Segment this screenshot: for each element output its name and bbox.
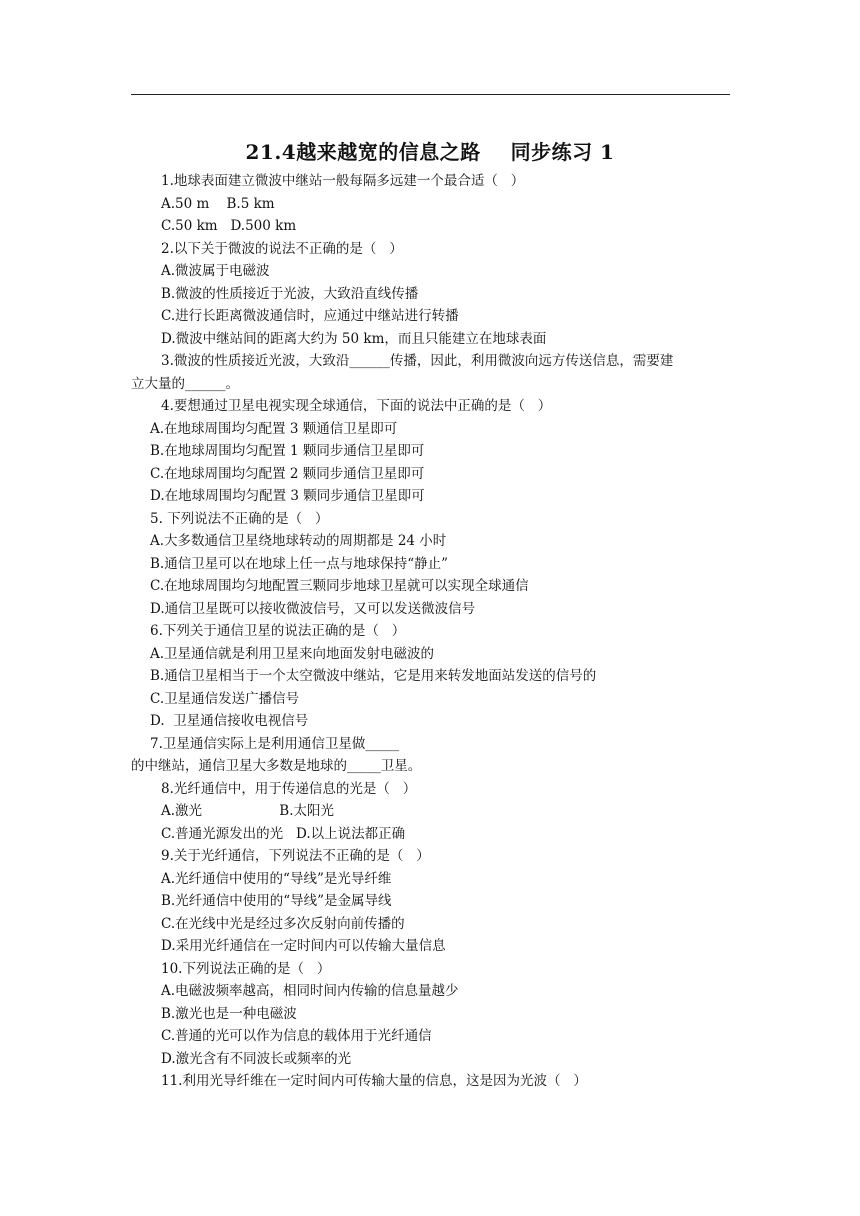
question-9-option-c: C.在光线中光是经过多次反射向前传播的 <box>161 915 405 932</box>
question-5-option-c: C.在地球周围均匀地配置三颗同步地球卫星就可以实现全球通信 <box>150 578 529 594</box>
question-11: 11.利用光导纤维在一定时间内可传输大量的信息，这是因为光波（ ） <box>161 1073 587 1089</box>
question-1-options-cd: C.50 km D.500 km <box>161 218 297 234</box>
header-rule <box>131 94 730 95</box>
question-5-option-b: B.通信卫星可以在地球上任一点与地球保持“静止” <box>150 555 449 572</box>
question-2-option-b: B.微波的性质接近于光波，大致沿直线传播 <box>161 285 419 302</box>
question-9-option-a: A.光纤通信中使用的“导线”是光导纤维 <box>161 870 392 887</box>
question-2-option-c: C.进行长距离微波通信时，应通过中继站进行转播 <box>161 308 459 324</box>
question-9-option-d: D.采用光纤通信在一定时间内可以传输大量信息 <box>161 938 446 954</box>
question-6-option-d: D. 卫星通信接收电视信号 <box>150 713 309 729</box>
question-3-continued: 立大量的______。 <box>131 375 239 392</box>
question-6-option-b: B.通信卫星相当于一个太空微波中继站，它是用来转发地面站发送的信号的 <box>150 668 597 684</box>
question-5-option-a: A.大多数通信卫星绕地球转动的周期都是 24 小时 <box>150 533 447 549</box>
question-9-option-b: B.光纤通信中使用的“导线”是金属导线 <box>161 893 392 909</box>
question-8-options-ab: A.激光 B.太阳光 <box>161 803 334 819</box>
question-5-option-d: D.通信卫星既可以接收微波信号，又可以发送微波信号 <box>150 600 476 617</box>
question-2-option-a: A.微波属于电磁波 <box>161 263 270 279</box>
question-2: 2.以下关于微波的说法不正确的是（ ） <box>161 240 403 257</box>
question-10-option-a: A.电磁波频率越高，相同时间内传输的信息量越少 <box>161 983 459 999</box>
question-7-continued: 的中继站，通信卫星大多数是地球的_____卫星。 <box>131 758 422 774</box>
question-5: 5. 下列说法不正确的是（ ） <box>150 510 329 527</box>
question-8-options-cd: C.普通光源发出的光 D.以上说法都正确 <box>161 825 406 842</box>
question-10-option-c: C.普通的光可以作为信息的载体用于光纤通信 <box>161 1028 432 1044</box>
question-4: 4.要想通过卫星电视实现全球通信，下面的说法中正确的是（ ） <box>161 398 552 414</box>
question-6-option-c: C.卫星通信发送广播信号 <box>150 690 300 707</box>
question-8: 8.光纤通信中，用于传递信息的光是（ ） <box>161 780 417 797</box>
question-4-option-b: B.在地球周围均匀配置 1 颗同步通信卫星即可 <box>150 443 425 459</box>
question-6: 6.下列关于通信卫星的说法正确的是（ ） <box>150 623 406 639</box>
question-4-option-d: D.在地球周围均匀配置 3 颗同步通信卫星即可 <box>150 488 425 504</box>
question-7: 7.卫星通信实际上是利用通信卫星做_____ <box>150 735 400 752</box>
question-6-option-a: A.卫星通信就是利用卫星来向地面发射电磁波的 <box>150 645 435 662</box>
page-title: 21.4越来越宽的信息之路 同步练习 1 <box>245 140 615 164</box>
question-3: 3.微波的性质接近光波，大致沿______传播，因此，利用微波向远方传送信息，需要建 <box>161 353 674 369</box>
question-1-options-ab: A.50 m B.5 km <box>161 195 275 212</box>
question-2-option-d: D.微波中继站间的距离大约为 50 km，而且只能建立在地球表面 <box>161 330 547 347</box>
question-10-option-d: D.激光含有不同波长或频率的光 <box>161 1050 352 1067</box>
question-9: 9.关于光纤通信，下列说法不正确的是（ ） <box>161 848 430 864</box>
question-4-option-c: C.在地球周围均匀配置 2 颗同步通信卫星即可 <box>150 465 425 482</box>
question-4-option-a: A.在地球周围均匀配置 3 颗通信卫星即可 <box>150 420 398 437</box>
question-10-option-b: B.激光也是一种电磁波 <box>161 1005 297 1022</box>
question-10: 10.下列说法正确的是（ ） <box>161 960 331 977</box>
question-1: 1.地球表面建立微波中继站一般每隔多远建一个最合适（ ） <box>161 173 525 189</box>
